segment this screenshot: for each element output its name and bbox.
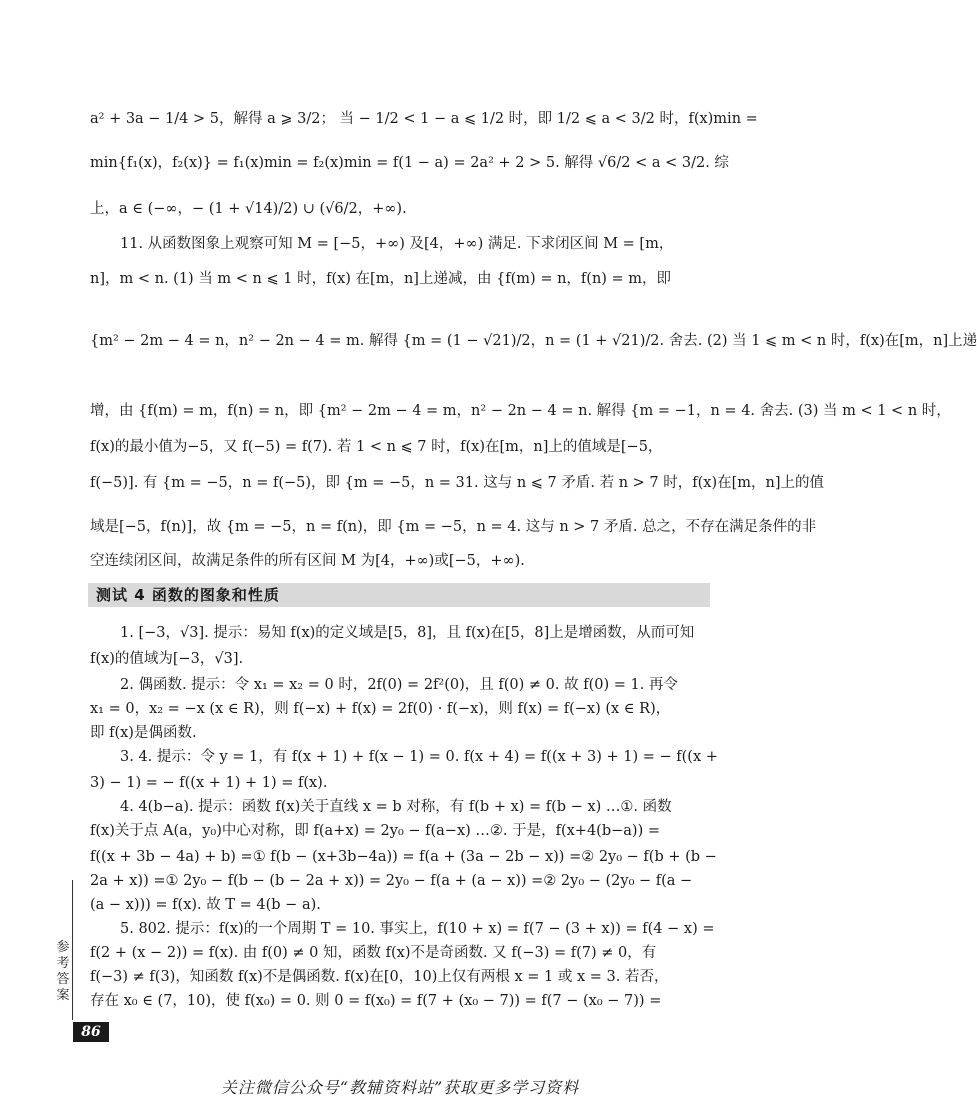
answer-line: 2a + x)) =① 2y₀ − f(b − (b − 2a + x)) = 2y₀ − f(a + (a − x)) =② 2y₀ − (2y₀ − f(a − xyxy=(90,873,693,889)
answer-line: f(−5)]. 有 {m = −5，n = f(−5)，即 {m = −5，n = 31. 这与 n ⩽ 7 矛盾. 若 n > 7 时，f(x)在[m，n]上的值 xyxy=(90,475,824,491)
answer-line: a² + 3a − 1/4 > 5，解得 a ⩾ 3/2； 当 − 1/2 < 1 − a ⩽ 1/2 时，即 1/2 ⩽ a < 3/2 时，f(x)min = xyxy=(90,111,758,127)
section-title: 测试 4 函数的图象和性质 xyxy=(96,586,280,604)
answer-line: f((x + 3b − 4a) + b) =① f(b − (x+3b−4a)) = f(a + (3a − 2b − x)) =② 2y₀ − f(b + (b − xyxy=(90,849,717,865)
answer-line: (a − x))) = f(x). 故 T = 4(b − a). xyxy=(90,897,321,913)
answer-line: 存在 x₀ ∈ (7，10)，使 f(x₀) = 0. 则 0 = f(x₀) = f(7 + (x₀ − 7)) = f(7 − (x₀ − 7)) = xyxy=(90,993,662,1009)
answer-line: 上，a ∈ (−∞，− (1 + √14)/2) ∪ (√6/2，+∞). xyxy=(90,201,407,217)
margin-rule xyxy=(72,880,73,1020)
answer-line: f(2 + (x − 2)) = f(x). 由 f(0) ≠ 0 知，函数 f(x)不是奇函数. 又 f(−3) = f(7) ≠ 0，有 xyxy=(90,945,657,961)
answer-line: 4. 4(b−a). 提示：函数 f(x)关于直线 x = b 对称，有 f(b + x) = f(b − x) …①. 函数 xyxy=(120,799,672,815)
answer-line: 域是[−5，f(n)]，故 {m = −5，n = f(n)，即 {m = −5，n = 4. 这与 n > 7 矛盾. 总之，不存在满足条件的非 xyxy=(90,519,817,535)
answer-line: 空连续闭区间，故满足条件的所有区间 M 为[4，+∞)或[−5，+∞). xyxy=(90,553,525,569)
answer-line: min{f₁(x)，f₂(x)} = f₁(x)min = f₂(x)min = f(1 − a) = 2a² + 2 > 5. 解得 √6/2 < a < 3/2. 综 xyxy=(90,155,729,171)
answer-line: 3) − 1) = − f((x + 1) + 1) = f(x). xyxy=(90,775,328,791)
answer-line: 2. 偶函数. 提示：令 x₁ = x₂ = 0 时，2f(0) = 2f²(0)，且 f(0) ≠ 0. 故 f(0) = 1. 再令 xyxy=(120,677,678,693)
answer-line: 5. 802. 提示：f(x)的一个周期 T = 10. 事实上，f(10 + x) = f(7 − (3 + x)) = f(4 − x) = xyxy=(120,921,715,937)
answer-line: n]，m < n. (1) 当 m < n ⩽ 1 时，f(x) 在[m，n]上递减，由 {f(m) = n，f(n) = m，即 xyxy=(90,271,672,287)
footer-note: 关注微信公众号“教辅资料站”获取更多学习资料 xyxy=(220,1078,580,1097)
answer-line: f(x)的最小值为−5，又 f(−5) = f(7). 若 1 < n ⩽ 7 时，f(x)在[m，n]上的值域是[−5， xyxy=(90,439,663,455)
margin-tab-label: 参考答案 xyxy=(56,940,70,1003)
answer-line: f(x)的值域为[−3，√3]. xyxy=(90,651,244,667)
answer-line: {m² − 2m − 4 = n，n² − 2n − 4 = m. 解得 {m = (1 − √21)/2，n = (1 + √21)/2. 舍去. (2) 当 1 ⩽ m < n 时，f(x)在[m，n]上递 xyxy=(90,333,977,349)
answer-line: f(−3) ≠ f(3)，知函数 f(x)不是偶函数. f(x)在[0，10)上仅有两根 x = 1 或 x = 3. 若否， xyxy=(90,969,669,985)
answer-line: 1. [−3，√3]. 提示：易知 f(x)的定义域是[5，8]，且 f(x)在[5，8]上是增函数，从而可知 xyxy=(120,625,695,641)
answer-line: 增，由 {f(m) = m，f(n) = n，即 {m² − 2m − 4 = m，n² − 2n − 4 = n. 解得 {m = −1，n = 4. 舍去. (3) 当 m < 1 < n 时， xyxy=(90,403,951,419)
page-number: 86 xyxy=(73,1022,109,1042)
answer-line: 3. 4. 提示：令 y = 1，有 f(x + 1) + f(x − 1) = 0. f(x + 4) = f((x + 3) + 1) = − f((x + xyxy=(120,749,718,765)
answer-line: 11. 从函数图象上观察可知 M = [−5，+∞) 及[4，+∞) 满足. 下求闭区间 M = [m， xyxy=(120,236,674,252)
answer-line: f(x)关于点 A(a，y₀)中心对称，即 f(a+x) = 2y₀ − f(a−x) …②. 于是，f(x+4(b−a)) = xyxy=(90,823,660,839)
answer-line: x₁ = 0，x₂ = −x (x ∈ R)，则 f(−x) + f(x) = 2f(0) · f(−x)，则 f(x) = f(−x) (x ∈ R)， xyxy=(90,701,671,717)
answer-line: 即 f(x)是偶函数. xyxy=(90,725,197,741)
